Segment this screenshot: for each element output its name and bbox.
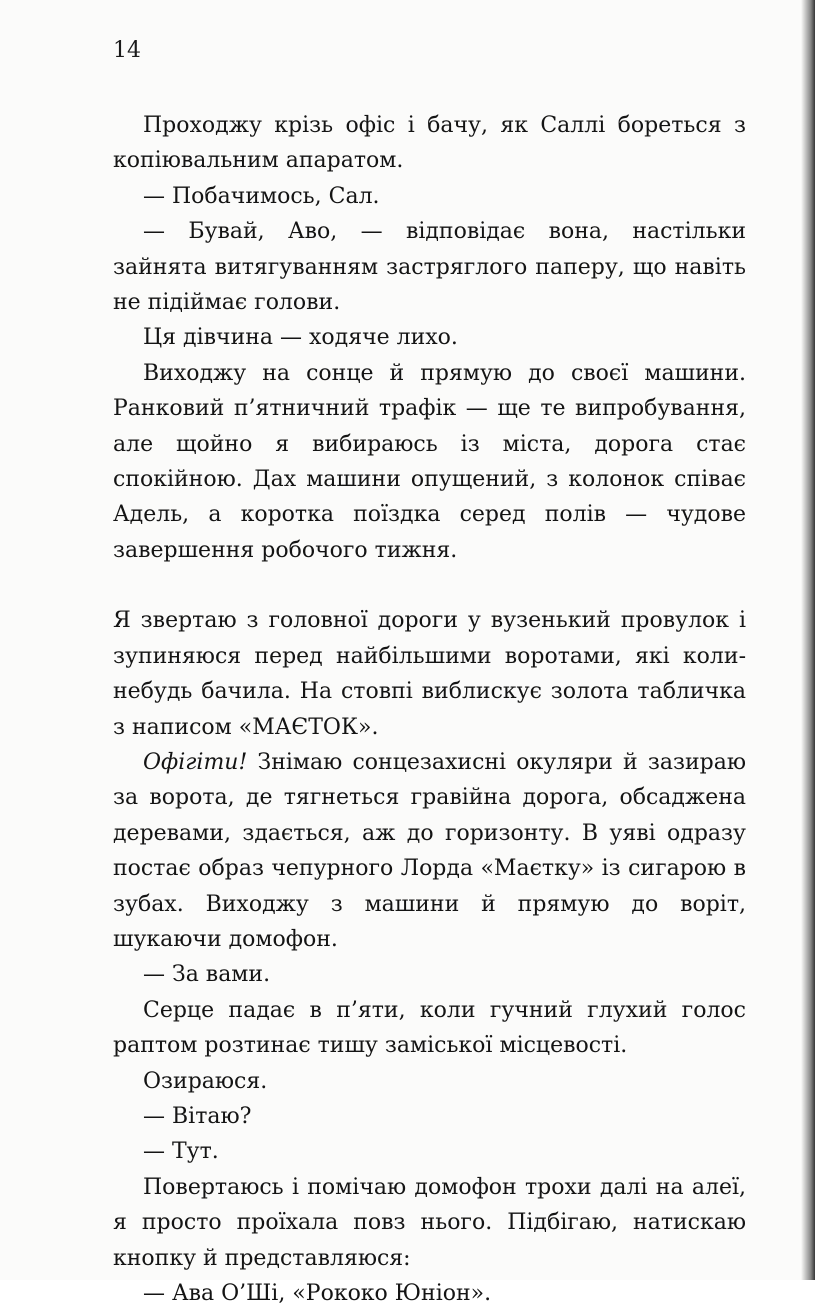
italic-exclamation: Офігіти! [143,749,248,775]
paragraph: Озираюся. [143,1068,268,1094]
paragraph: — Побачимось, Сал. [143,183,380,209]
paragraph: Проходжу крізь офіс і бачу, як Саллі бореться з копіювальним апаратом. [113,113,746,174]
paragraph: — За вами. [143,962,271,988]
paragraph: — Бувай, Аво, — відповідає вона, настільки зайнята витягуванням застряглого паперу, що навіть не підіймає голови. [113,219,746,316]
page-number: 14 [113,38,141,63]
paragraph: — Тут. [143,1139,219,1165]
paragraph: — Вітаю? [143,1103,252,1129]
paragraph: Виходжу на сонце й прямую до своєї машини. Ранковий п’ятничний трафік — ще те випробування, але щойно я вибираюсь із міста, дорога стає спокійною. Дах машини опущений, з колонок співає Адель, а коротка поїздка серед полів — чудове завершення робочого тижня. [113,360,746,563]
paragraph: Серце падає в п’яти, коли гучний глухий голос раптом розтинає тишу заміської місцевості. [113,997,746,1059]
paragraph: — Ава О’Ші, «Рококо Юніон». [143,1281,492,1306]
body-text [113,108,746,1311]
section-break [113,568,746,603]
paragraph: Повертаюсь і помічаю домофон трохи далі на алеї, я просто проїхала повз нього. Підбігаю, натискаю кнопку й представляюся: [113,1174,746,1271]
paragraph-rest: Знімаю сонцезахисні окуляри й зазираю за ворота, де тягнеться гравійна дорога, обсаджена деревами, здається, аж до горизонту. В уяві одразу постає образ чепурного Лорда «Маєтку» із сигарою в зубах. Виходжу з машини й прямую до воріт, шукаючи домофон. [113,749,746,952]
paragraph [113,745,746,957]
paragraph: Я звертаю з головної дороги у вузенький провулок і зупиняюся перед найбільшими воротами, які коли-небудь бачила. На стовпі виблискує золота табличка з написом «МАЄТОК». [113,608,746,740]
paragraph: Ця дівчина — ходяче лихо. [143,325,458,351]
page-edge-shadow [801,0,815,1280]
